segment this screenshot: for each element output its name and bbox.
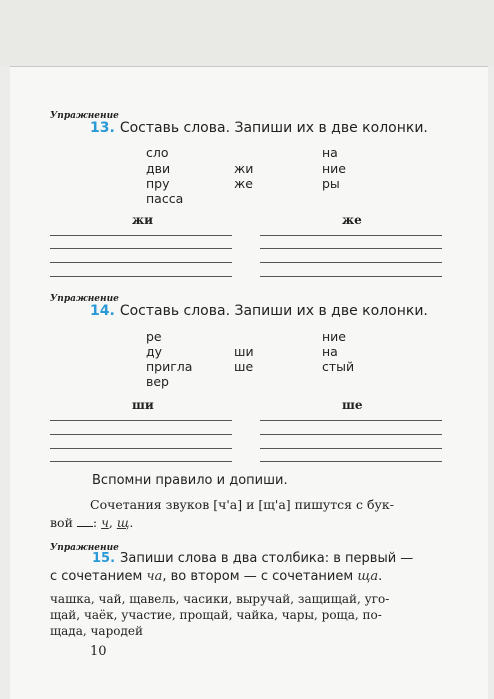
writing-line[interactable]: [260, 248, 442, 249]
handwritten-answer: щ: [116, 515, 130, 530]
writing-line[interactable]: [260, 461, 442, 462]
exercise-14-number: 14.: [90, 303, 115, 319]
ex14-syllable: ду: [146, 344, 163, 359]
ex15-word-list-line: щай, чаёк, участие, прощай, чайка, чары, роща, по-: [50, 608, 382, 622]
ex14-syllable: вер: [146, 374, 169, 389]
ex13-syllable: ние: [322, 161, 346, 176]
ex13-syllable: же: [234, 176, 253, 191]
page-right-edge: [488, 66, 494, 699]
handwritten-answer: ч: [101, 515, 109, 530]
writing-line[interactable]: [50, 235, 232, 236]
ex13-syllable: на: [322, 145, 338, 160]
ex13-syllable: сло: [146, 145, 169, 160]
exercise-13-number: 13.: [90, 120, 115, 136]
writing-line[interactable]: [260, 276, 442, 277]
writing-line[interactable]: [260, 448, 442, 449]
writing-line[interactable]: [50, 276, 232, 277]
ex14-syllable: стый: [322, 359, 355, 374]
rule-text-line-1: Сочетания звуков [ч'а] и [щ'а] пишутся с бук-: [90, 497, 394, 512]
page-top-edge: [0, 66, 494, 67]
page-top-strip: [0, 0, 494, 66]
exercise-14-label: Упражнение: [50, 294, 119, 304]
writing-line[interactable]: [260, 434, 442, 435]
ex14-column-head-right: ше: [342, 398, 363, 412]
exercise-13-heading: [90, 120, 428, 136]
exercise-14-title: Составь слова. Запиши их в две колонки.: [119, 303, 428, 319]
ex13-syllable: жи: [234, 161, 254, 176]
ex13-syllable: пру: [146, 176, 170, 191]
exercise-15-line-1: Запиши слова в два столбика: в первый —: [120, 551, 414, 566]
exercise-15-line-2: с сочетанием ча, во втором — с сочетанием ща.: [50, 569, 383, 584]
writing-line[interactable]: [260, 420, 442, 421]
rule-instruction: Вспомни правило и допиши.: [92, 473, 288, 488]
exercise-13-title: Составь слова. Запиши их в две колонки.: [119, 120, 428, 136]
ex13-syllable: дви: [146, 161, 171, 176]
rule-colon: :: [92, 515, 98, 530]
exercise-15-label: Упражнение: [50, 543, 119, 553]
ex13-syllable: пасса: [146, 191, 184, 206]
writing-line[interactable]: [50, 248, 232, 249]
writing-line[interactable]: [50, 420, 232, 421]
page-left-edge: [0, 66, 10, 699]
answer-blank[interactable]: [77, 518, 93, 527]
ex14-syllable: ние: [322, 329, 346, 344]
handwritten-answer: ща: [357, 569, 379, 584]
writing-line[interactable]: [260, 235, 442, 236]
ex13-column-head-left: жи: [132, 213, 154, 227]
ex14-syllable: пригла: [146, 359, 193, 374]
ex15-word-list-line: чашка, чай, щавель, часики, выручай, защищай, уго-: [50, 592, 390, 606]
rule-text-word: вой: [50, 515, 73, 530]
exercise-13-label: Упражнение: [50, 111, 119, 121]
exercise-15-heading: [92, 551, 413, 566]
writing-line[interactable]: [50, 448, 232, 449]
exercise-15-number: 15.: [92, 551, 116, 566]
page-number: 10: [90, 644, 107, 659]
handwritten-answer: ча: [146, 569, 163, 584]
writing-line[interactable]: [260, 262, 442, 263]
exercise-14-heading: [90, 303, 428, 319]
ex14-syllable: ше: [234, 359, 254, 374]
writing-line[interactable]: [50, 461, 232, 462]
ex15-text: с сочетанием: [50, 569, 143, 584]
ex14-syllable: ре: [146, 329, 162, 344]
ex13-syllable: ры: [322, 176, 340, 191]
ex15-word-list-line: щада, чародей: [50, 624, 143, 638]
rule-text-line-2: вой : ч, щ.: [50, 515, 134, 530]
ex15-text: , во втором — с сочетанием: [162, 569, 354, 584]
ex14-column-head-left: ши: [132, 398, 154, 412]
writing-line[interactable]: [50, 434, 232, 435]
ex14-syllable: на: [322, 344, 338, 359]
ex14-syllable: ши: [234, 344, 254, 359]
writing-line[interactable]: [50, 262, 232, 263]
ex13-column-head-right: же: [342, 213, 362, 227]
